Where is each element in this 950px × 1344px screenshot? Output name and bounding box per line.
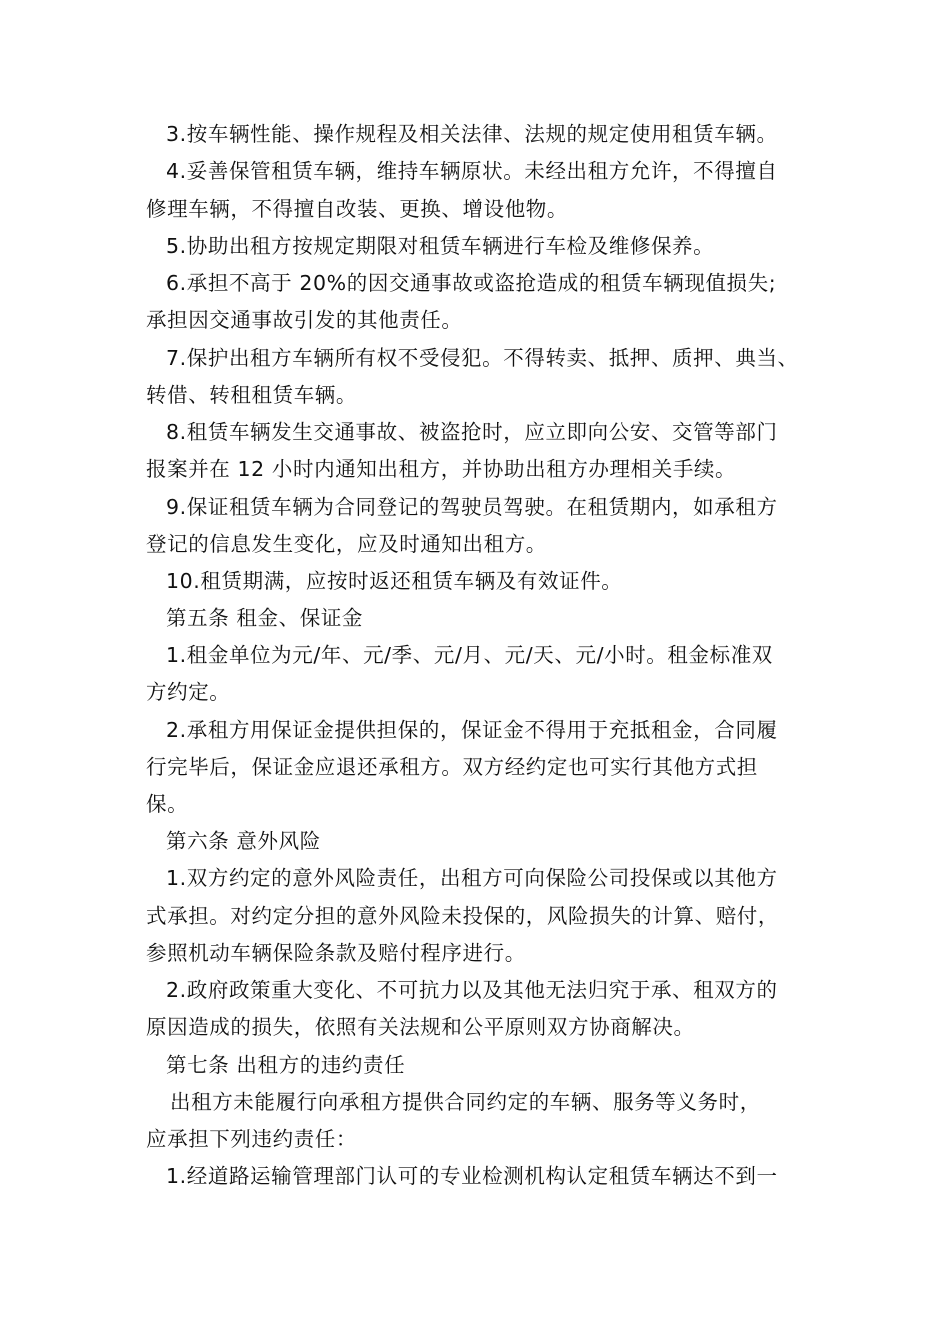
text-line: 2.政府政策重大变化、不可抗力以及其他无法归究于承、租双方的 — [166, 978, 778, 1002]
text-line: 转借、转租租赁车辆。 — [146, 383, 357, 407]
text-line: 1.租金单位为元/年、元/季、元/月、元/天、元/小时。租金标准双 — [166, 643, 773, 667]
text-line: 1.经道路运输管理部门认可的专业检测机构认定租赁车辆达不到一 — [166, 1164, 778, 1188]
text-line: 10.租赁期满，应按时返还租赁车辆及有效证件。 — [166, 569, 623, 593]
text-line: 原因造成的损失，依照有关法规和公平原则双方协商解决。 — [146, 1015, 695, 1039]
text-line: 应承担下列违约责任： — [146, 1127, 357, 1151]
text-line: 行完毕后，保证金应退还承租方。双方经约定也可实行其他方式担 — [146, 755, 758, 779]
text-line: 8.租赁车辆发生交通事故、被盗抢时，应立即向公安、交管等部门 — [166, 420, 778, 444]
text-line: 出租方未能履行向承租方提供合同约定的车辆、服务等义务时， — [170, 1090, 761, 1114]
text-line: 2.承租方用保证金提供担保的，保证金不得用于充抵租金，合同履 — [166, 718, 778, 742]
section-heading: 第五条 租金、保证金 — [166, 606, 364, 630]
text-line: 报案并在 12 小时内通知出租方，并协助出租方办理相关手续。 — [146, 457, 737, 481]
text-line: 登记的信息发生变化，应及时通知出租方。 — [146, 532, 547, 556]
text-line: 7.保护出租方车辆所有权不受侵犯。不得转卖、抵押、质押、典当、 — [166, 346, 799, 370]
text-line: 保。 — [146, 792, 189, 816]
text-line: 3.按车辆性能、操作规程及相关法律、法规的规定使用租赁车辆。 — [166, 122, 778, 146]
text-line: 修理车辆，不得擅自改装、更换、增设他物。 — [146, 197, 568, 221]
text-line: 5.协助出租方按规定期限对租赁车辆进行车检及维修保养。 — [166, 234, 715, 258]
section-heading: 第七条 出租方的违约责任 — [166, 1053, 406, 1077]
text-line: 参照机动车辆保险条款及赔付程序进行。 — [146, 941, 526, 965]
text-line: 方约定。 — [146, 680, 231, 704]
text-line: 9.保证租赁车辆为合同登记的驾驶员驾驶。在租赁期内，如承租方 — [166, 495, 778, 519]
text-line: 6.承担不高于 20%的因交通事故或盗抢造成的租赁车辆现值损失; — [166, 271, 777, 295]
text-line: 4.妥善保管租赁车辆，维持车辆原状。未经出租方允许，不得擅自 — [166, 159, 778, 183]
text-line: 式承担。对约定分担的意外风险未投保的，风险损失的计算、赔付， — [146, 904, 779, 928]
text-line: 1.双方约定的意外风险责任，出租方可向保险公司投保或以其他方 — [166, 866, 778, 890]
section-heading: 第六条 意外风险 — [166, 829, 321, 853]
text-line: 承担因交通事故引发的其他责任。 — [146, 308, 463, 332]
